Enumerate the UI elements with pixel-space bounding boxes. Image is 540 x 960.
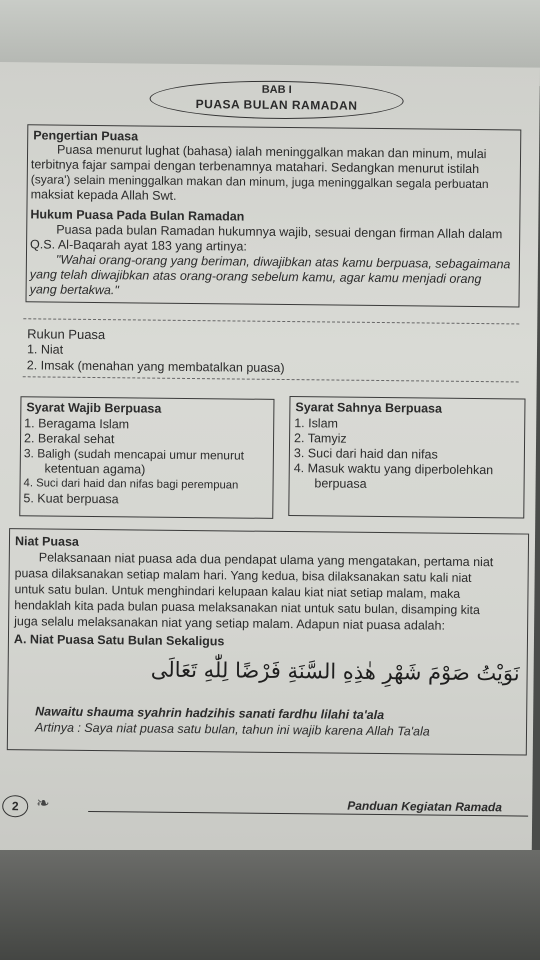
- syarat-sah-line-3: 3. Suci dari haid dan nifas: [293, 446, 438, 462]
- niat-line-4: hendaklah kita pada bulan puasa melaksanakan niat untuk satu bulan, disamping kita: [14, 598, 480, 618]
- syarat-wajib-heading: Syarat Wajib Berpuasa: [26, 400, 162, 416]
- pengertian-heading: Pengertian Puasa: [33, 128, 139, 144]
- niat-line-3: untuk satu bulan. Untuk menghindari kelupaan kalau kiat niat setiap malam, maka: [14, 582, 461, 601]
- syarat-wajib-line-4: ketentuan agama): [23, 461, 146, 477]
- pengertian-line-4: maksiat kepada Allah Swt.: [30, 187, 177, 203]
- chapter-title: [149, 80, 403, 121]
- syarat-wajib-line-6: 5. Kuat berpuasa: [23, 491, 119, 507]
- book-page: [0, 62, 540, 868]
- syarat-sah-line-5: berpuasa: [293, 476, 367, 491]
- hukum-quote-2: yang telah diwajibkan atas orang-orang sebelum kamu, agar kamu menjadi orang: [29, 267, 482, 287]
- niat-translation: Artinya : Saya niat puasa satu bulan, tahun ini wajib karena Allah Ta'ala: [34, 720, 430, 739]
- chapter-label: BAB I: [261, 83, 292, 97]
- rukun-heading: Rukun Puasa: [27, 326, 106, 343]
- pengertian-line-3: (syara') selain meninggalkan makan dan minum, juga meninggalkan segala perbuatan: [30, 172, 489, 192]
- syarat-sah-line-1: 1. Islam: [294, 416, 339, 431]
- hukum-quote-1: "Wahai orang-orang yang beriman, diwajibkan atas kamu berpuasa, sebagaimana: [55, 252, 511, 272]
- syarat-wajib-line-3: 3. Baligh (sudah mencapai umur menurut: [23, 446, 245, 463]
- niat-heading: Niat Puasa: [14, 534, 79, 549]
- hukum-quote-3: yang bertakwa.": [29, 282, 119, 298]
- syarat-wajib-line-5: 4. Suci dari haid dan nifas bagi perempuan: [23, 477, 239, 492]
- syarat-sah-line-4: 4. Masuk waktu yang diperbolehkan: [293, 461, 494, 478]
- hukum-heading: Hukum Puasa Pada Bulan Ramadan: [30, 207, 245, 224]
- pengertian-line-1: Puasa menurut lughat (bahasa) ialah meninggalkan makan dan minum, mulai: [57, 142, 487, 162]
- syarat-sah-heading: Syarat Sahnya Berpuasa: [295, 400, 443, 416]
- niat-sub-heading: A. Niat Puasa Satu Bulan Sekaligus: [13, 632, 225, 649]
- rukun-item-2: 2. Imsak (menahan yang membatalkan puasa): [26, 358, 285, 375]
- rukun-top-divider: [23, 318, 519, 324]
- ornament-icon: ❧: [36, 793, 50, 813]
- footer-title: Panduan Kegiatan Ramada: [347, 798, 503, 815]
- syarat-wajib-line-2: 2. Berakal sehat: [23, 431, 115, 447]
- syarat-sah-line-2: 2. Tamyiz: [294, 431, 347, 446]
- niat-line-2: puasa dilaksanakan setiap malam hari. Yang kedua, bisa dilaksanakan satu kali niat: [14, 566, 472, 585]
- rukun-item-1: 1. Niat: [26, 342, 64, 357]
- chapter-name: PUASA BULAN RAMADAN: [195, 97, 358, 113]
- background-bottom: [0, 850, 540, 960]
- hukum-line-1: Puasa pada bulan Ramadan hukumnya wajib, sesuai dengan firman Allah dalam: [56, 222, 503, 242]
- niat-line-5: juga selalu melaksanakan niat yang setiap malam. Adapun niat puasa adalah:: [14, 614, 446, 633]
- syarat-wajib-line-1: 1. Beragama Islam: [24, 416, 130, 432]
- niat-arabic-text: نَوَيْتُ صَوْمَ شَهْرِ هٰذِهِ السَّنَةِ فَرْضًا لِلّٰهِ تَعَالَى: [150, 657, 520, 686]
- rukun-bottom-divider: [23, 376, 519, 382]
- hukum-line-2: Q.S. Al-Baqarah ayat 183 yang artinya:: [30, 237, 247, 254]
- pengertian-line-2: terbitnya fajar sampai dengan terbenamnya matahari. Sedangkan menurut istilah: [30, 157, 480, 177]
- niat-line-1: Pelaksanaan niat puasa ada dua pendapat ulama yang mengatakan, pertama niat: [38, 550, 494, 570]
- page-number: 2: [2, 795, 28, 817]
- niat-latin-text: Nawaitu shauma syahrin hadzihis sanati fardhu lilahi ta'ala: [35, 704, 385, 723]
